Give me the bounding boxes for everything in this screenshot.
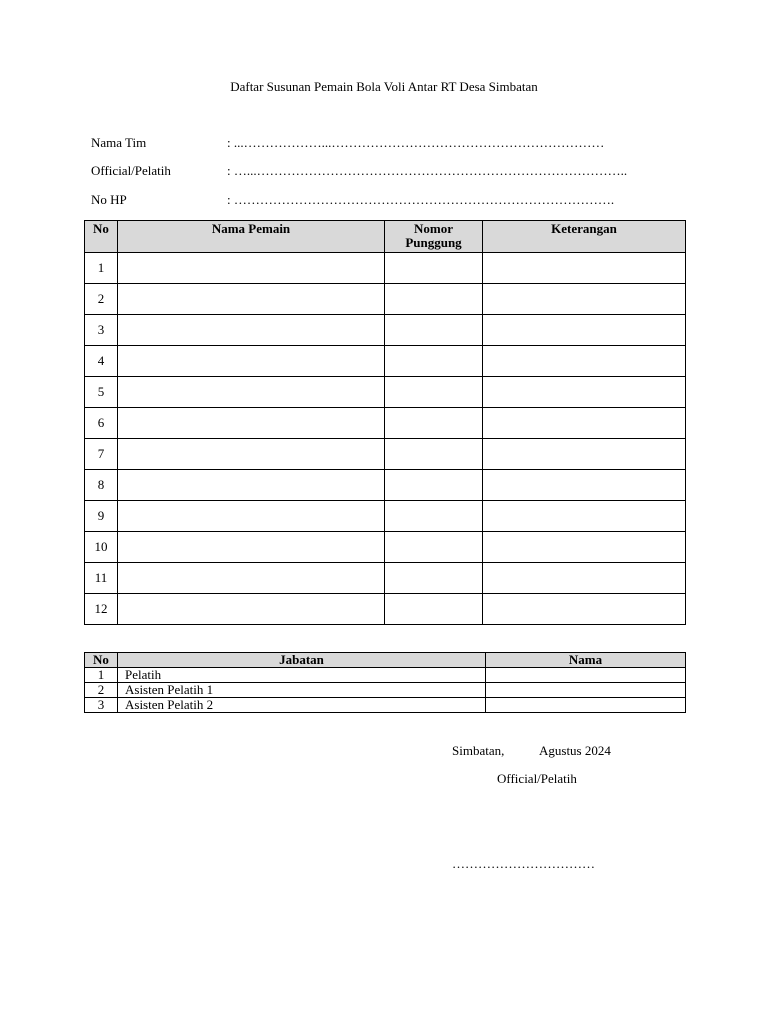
signature-line: …………………………… bbox=[452, 856, 595, 871]
cell-nomor[interactable] bbox=[385, 470, 483, 501]
row-number: 7 bbox=[85, 439, 118, 470]
cell-keterangan[interactable] bbox=[483, 470, 686, 501]
players-table bbox=[84, 220, 686, 625]
field-label: No HP bbox=[91, 192, 127, 207]
cell-keterangan[interactable] bbox=[483, 284, 686, 315]
table-row bbox=[85, 532, 686, 563]
field-nama-tim bbox=[91, 135, 604, 151]
table-row bbox=[85, 563, 686, 594]
row-number: 10 bbox=[85, 532, 118, 563]
cell-keterangan[interactable] bbox=[483, 408, 686, 439]
field-label: Official/Pelatih bbox=[91, 163, 171, 178]
table-row bbox=[85, 683, 686, 698]
cell-nomor[interactable] bbox=[385, 284, 483, 315]
row-number: 3 bbox=[85, 698, 118, 713]
document-title: Daftar Susunan Pemain Bola Voli Antar RT Desa Simbatan bbox=[230, 79, 538, 94]
cell-nama[interactable] bbox=[118, 284, 385, 315]
cell-keterangan[interactable] bbox=[483, 563, 686, 594]
table-row bbox=[85, 346, 686, 377]
row-number: 6 bbox=[85, 408, 118, 439]
cell-nomor[interactable] bbox=[385, 501, 483, 532]
cell-nomor[interactable] bbox=[385, 532, 483, 563]
row-number: 9 bbox=[85, 501, 118, 532]
cell-jabatan: Asisten Pelatih 1 bbox=[118, 683, 486, 698]
table-header-row bbox=[85, 221, 686, 253]
cell-keterangan[interactable] bbox=[483, 439, 686, 470]
cell-nama[interactable] bbox=[118, 253, 385, 284]
field-fill-line: : ...………………...……………………………………………………… bbox=[227, 135, 605, 150]
cell-nomor[interactable] bbox=[385, 439, 483, 470]
field-official bbox=[91, 163, 627, 179]
row-number: 11 bbox=[85, 563, 118, 594]
table-row bbox=[85, 594, 686, 625]
cell-nama[interactable] bbox=[118, 315, 385, 346]
table-row bbox=[85, 284, 686, 315]
signature-place: Simbatan, bbox=[452, 743, 505, 758]
cell-nomor[interactable] bbox=[385, 408, 483, 439]
table-row bbox=[85, 501, 686, 532]
header-nama-pemain: Nama Pemain bbox=[118, 221, 385, 253]
cell-nomor[interactable] bbox=[385, 377, 483, 408]
row-number: 3 bbox=[85, 315, 118, 346]
cell-nama[interactable] bbox=[118, 439, 385, 470]
cell-nomor[interactable] bbox=[385, 594, 483, 625]
row-number: 2 bbox=[85, 284, 118, 315]
cell-nama[interactable] bbox=[118, 346, 385, 377]
cell-jabatan: Pelatih bbox=[118, 668, 486, 683]
cell-nama[interactable] bbox=[118, 470, 385, 501]
row-number: 5 bbox=[85, 377, 118, 408]
table-row bbox=[85, 439, 686, 470]
table-row bbox=[85, 377, 686, 408]
row-number: 8 bbox=[85, 470, 118, 501]
header-keterangan: Keterangan bbox=[483, 221, 686, 253]
row-number: 12 bbox=[85, 594, 118, 625]
header-no: No bbox=[85, 653, 118, 668]
cell-nomor[interactable] bbox=[385, 346, 483, 377]
header-nomor-punggung: Nomor Punggung bbox=[385, 221, 483, 253]
cell-keterangan[interactable] bbox=[483, 253, 686, 284]
cell-nomor[interactable] bbox=[385, 315, 483, 346]
field-fill-line: : ……………………………………………………………………………. bbox=[227, 192, 615, 207]
cell-jabatan: Asisten Pelatih 2 bbox=[118, 698, 486, 713]
field-fill-line: : …...………………………………………………………………………….. bbox=[227, 163, 628, 178]
cell-nomor[interactable] bbox=[385, 253, 483, 284]
cell-nama[interactable] bbox=[118, 532, 385, 563]
cell-nama[interactable] bbox=[486, 698, 686, 713]
cell-nama[interactable] bbox=[118, 594, 385, 625]
cell-keterangan[interactable] bbox=[483, 532, 686, 563]
cell-nama[interactable] bbox=[118, 377, 385, 408]
officials-table bbox=[84, 652, 686, 713]
row-number: 1 bbox=[85, 253, 118, 284]
cell-keterangan[interactable] bbox=[483, 315, 686, 346]
row-number: 1 bbox=[85, 668, 118, 683]
field-no-hp bbox=[91, 192, 614, 208]
header-no: No bbox=[85, 221, 118, 253]
cell-nama[interactable] bbox=[118, 501, 385, 532]
cell-nomor[interactable] bbox=[385, 563, 483, 594]
signature-date: Agustus 2024 bbox=[539, 743, 611, 758]
header-nama: Nama bbox=[486, 653, 686, 668]
cell-keterangan[interactable] bbox=[483, 501, 686, 532]
table-row bbox=[85, 698, 686, 713]
table-header-row bbox=[85, 653, 686, 668]
table-row bbox=[85, 668, 686, 683]
cell-keterangan[interactable] bbox=[483, 346, 686, 377]
cell-nama[interactable] bbox=[486, 668, 686, 683]
cell-nama[interactable] bbox=[118, 408, 385, 439]
header-jabatan: Jabatan bbox=[118, 653, 486, 668]
table-row bbox=[85, 315, 686, 346]
table-row bbox=[85, 470, 686, 501]
table-row bbox=[85, 408, 686, 439]
field-label: Nama Tim bbox=[91, 135, 147, 150]
table-row bbox=[85, 253, 686, 284]
row-number: 2 bbox=[85, 683, 118, 698]
cell-keterangan[interactable] bbox=[483, 377, 686, 408]
row-number: 4 bbox=[85, 346, 118, 377]
cell-nama[interactable] bbox=[118, 563, 385, 594]
cell-keterangan[interactable] bbox=[483, 594, 686, 625]
cell-nama[interactable] bbox=[486, 683, 686, 698]
signature-role: Official/Pelatih bbox=[497, 771, 577, 786]
